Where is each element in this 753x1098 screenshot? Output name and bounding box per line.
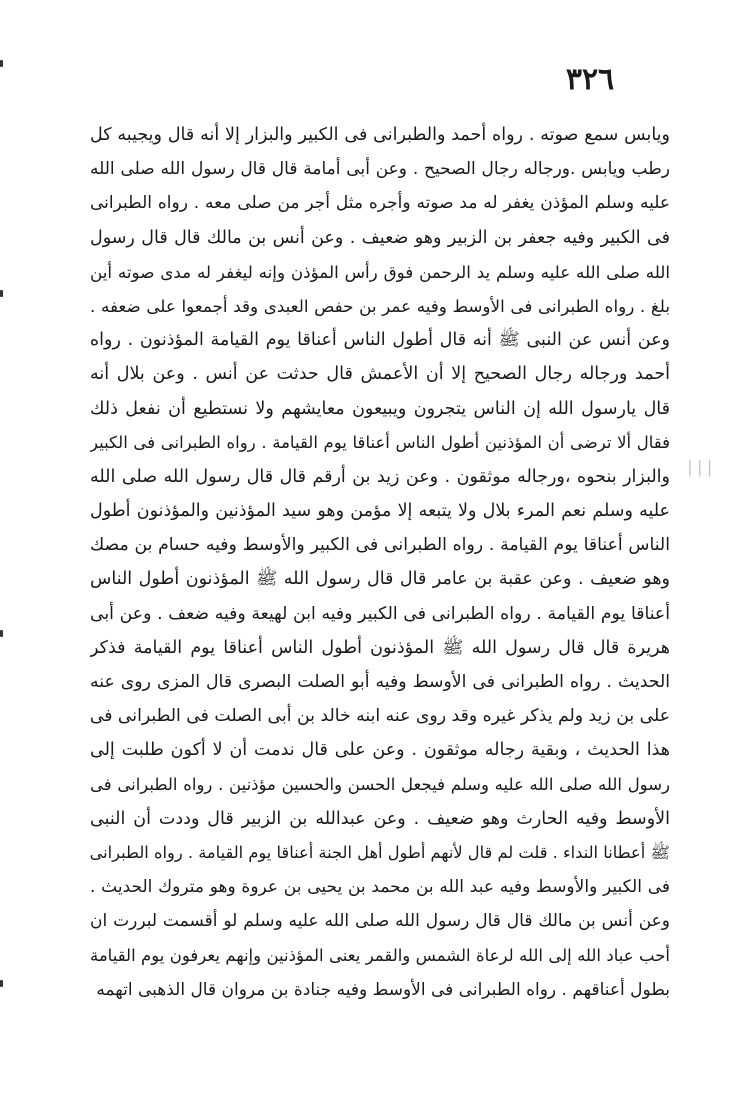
text-line: أحمد ورجاله رجال الصحيح إلا أن الأعمش قال حدثت عن أنس . وعن بلال أنه [90,364,670,385]
text-line: ﷺ أعطانا النداء . قلت لم قال لأنهم أطول أهل الجنة أعناقا يوم القيامة . رواه الطبرانى [90,842,670,862]
text-line: الأوسط وفيه الحارث وهو ضعيف . وعن عبدالله بن الزبير قال وددت أن النبى [90,808,670,829]
text-line: بلغ . رواه الطبرانى فى الأوسط وفيه عمر بن حفص العبدى وقد أجمعوا على ضعفه . [90,295,670,316]
page-number: ٣٢٦ [565,62,615,97]
text-line: قال يارسول الله إن الناس يتجرون ويبيعون معايشهم ولا نستطيع أن نفعل ذلك [90,398,670,419]
text-line: ويابس سمع صوته . رواه أحمد والطبرانى فى الكبير والبزار إلا أنه قال ويجيبه كل [90,125,670,145]
scan-edge-mark [0,630,3,637]
text-line: عليه وسلم المؤذن يغفر له مد صوته وأجره مثل أجر من صلى معه . رواه الطبرانى [90,193,670,214]
text-line: فقال ألا ترضى أن المؤذنين أطول الناس أعناقا يوم القيامة . رواه الطبرانى فى الكبير [90,432,670,452]
text-line: رطب ويابس .ورجاله رجال الصحيح . وعن أبى أمامة قال قال رسول الله صلى الله [90,159,670,180]
text-line: الناس أعناقا يوم القيامة . رواه الطبرانى فى الكبير والأوسط وفيه حسام بن مصك [90,535,670,556]
text-line: رسول الله صلى الله عليه وسلم فيجعل الحسن والحسين مؤذنين . رواه الطبرانى فى [90,774,670,794]
text-line: وعن أنس بن مالك قال قال رسول الله صلى الله عليه وسلم لو أقسمت لبررت ان [90,911,670,932]
text-line: وعن أنس عن النبى ﷺ أنه قال أطول الناس أعناقا يوم القيامة المؤذنون . رواه [90,330,670,351]
scan-edge-mark [0,980,3,987]
scan-edge-mark [0,290,3,297]
text-line: بطول أعناقهم . رواه الطبرانى فى الأوسط وفيه جنادة بن مروان قال الذهبى اتهمه [96,979,670,1000]
text-line: أحب عباد الله إلى الله لرعاة الشمس والقمر يعنى المؤذنين وإنهم يعرفون يوم القيامة [90,945,670,965]
body-text [90,118,670,1007]
text-line: وهو ضعيف . وعن عقبة بن عامر قال قال رسول الله ﷺ المؤذنون أطول الناس [90,569,670,590]
text-line: فى الكبير والأوسط وفيه عبد الله بن محمد بن يحيى بن عروة وهو متروك الحديث . [90,877,670,898]
text-line: الحديث . رواه الطبرانى فى الأوسط وفيه أبو الصلت البصرى قال المزى روى عنه [90,672,670,692]
scan-edge-mark [0,60,3,67]
text-line: والبزار بنحوه ،ورجاله موثقون . وعن زيد بن أرقم قال قال رسول الله صلى الله [90,466,670,487]
text-line: عليه وسلم نعم المرء بلال ولا يتبعه إلا مؤمن وهو سيد المؤذنين والمؤذنون أطول [90,501,670,522]
text-line: الله صلى الله عليه وسلم يد الرحمن فوق رأس المؤذن وإنه ليغفر له مدى صوته أين [90,261,670,282]
scan-speck-marks: ׀׀׀ [686,462,716,478]
text-line: هذا الحديث ، وبقية رجاله موثقون . وعن على قال ندمت أن لا أكون طلبت إلى [90,740,670,761]
text-line: هريرة قال قال رسول الله ﷺ المؤذنون أطول الناس أعناقا يوم القيامة فذكر [90,637,670,658]
text-line: أعناقا يوم القيامة . رواه الطبرانى فى الكبير وفيه ابن لهيعة وفيه ضعف . وعن أبى [90,603,670,624]
text-line: على بن زيد ولم يذكر غيره وقد روى عنه ابنه خالد بن أبى الصلت فى الطبرانى فى [90,706,670,727]
text-line: فى الكبير وفيه جعفر بن الزبير وهو ضعيف . وعن أنس بن مالك قال قال رسول [90,227,670,248]
